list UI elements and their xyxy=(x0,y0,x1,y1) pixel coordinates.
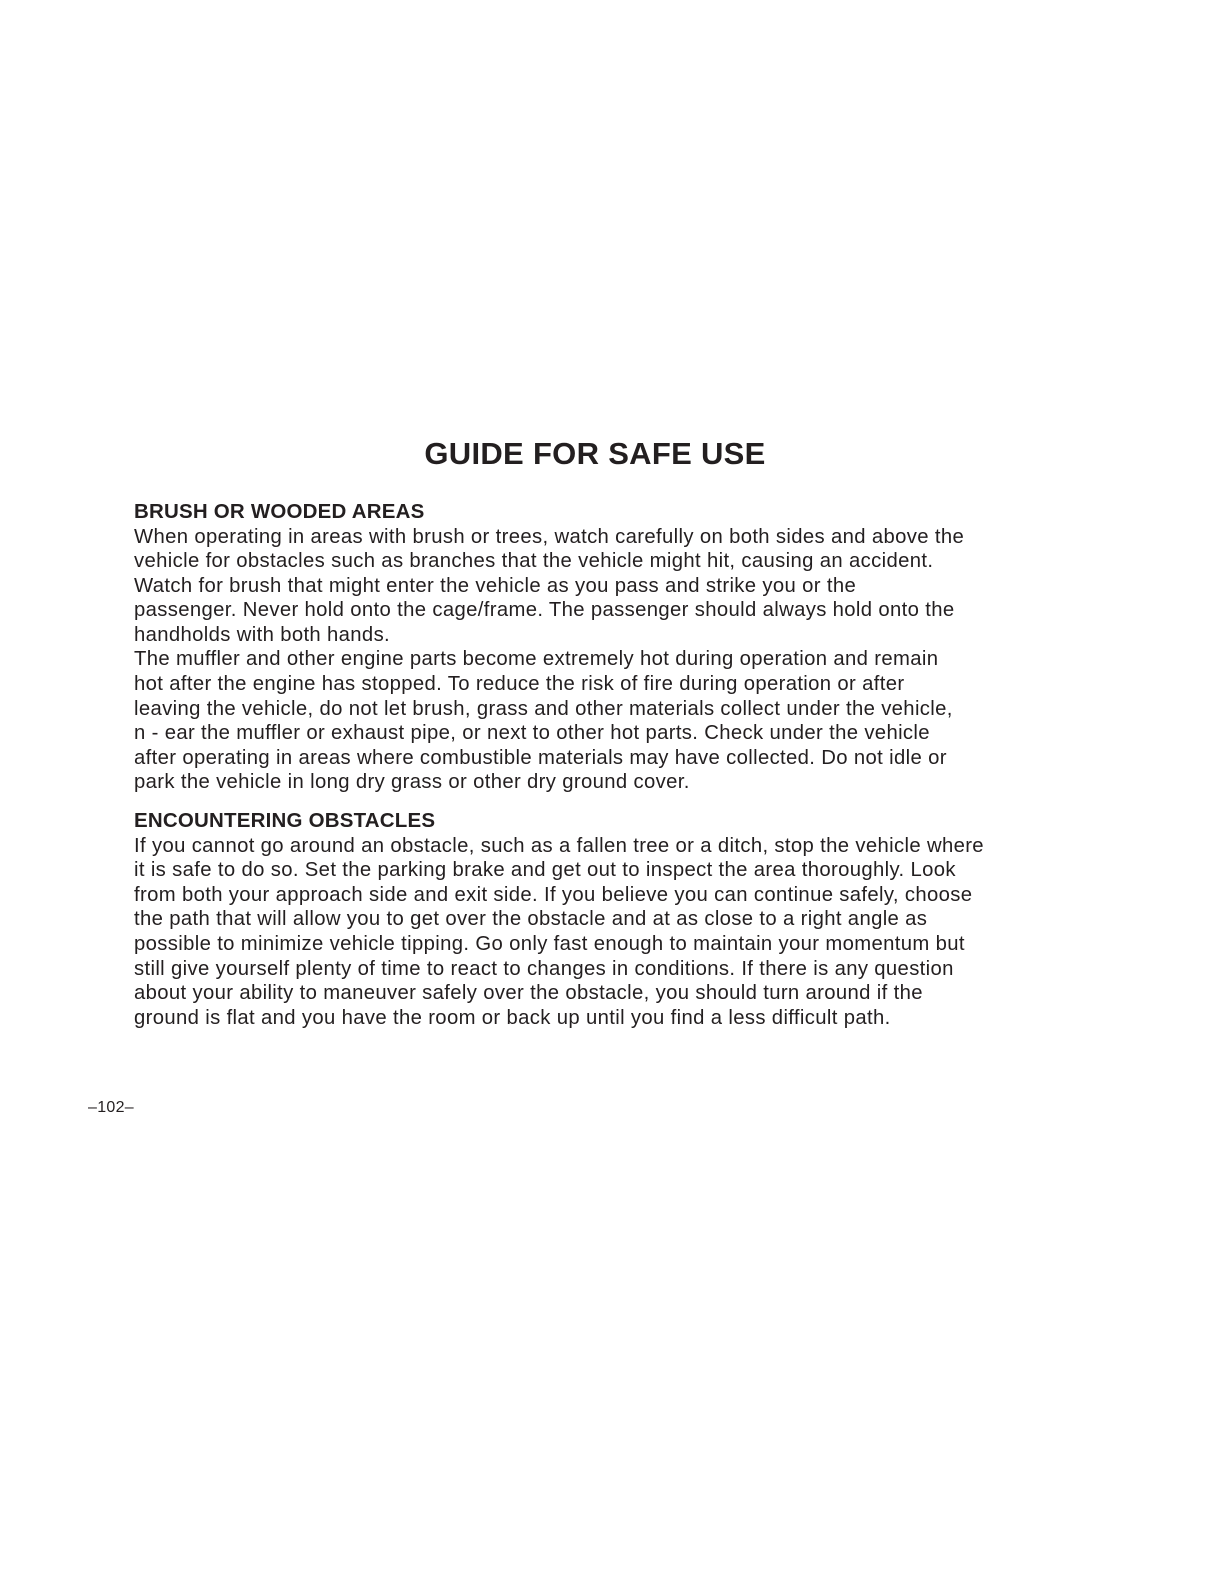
text-line: hot after the engine has stopped. To reduce the risk of fire during operation or after xyxy=(134,673,905,696)
text-line: it is safe to do so. Set the parking brake and get out to inspect the area thoroughly. Look xyxy=(134,859,956,882)
text-line: from both your approach side and exit side. If you believe you can continue safely, choose xyxy=(134,883,973,906)
text-line: The muffler and other engine parts become extremely hot during operation and remain xyxy=(134,648,939,671)
text-line: still give yourself plenty of time to react to changes in conditions. If there is any question xyxy=(134,957,954,980)
text-line: park the vehicle in long dry grass or other dry ground cover. xyxy=(134,771,690,794)
page-title: GUIDE FOR SAFE USE xyxy=(424,436,766,471)
text-line: Watch for brush that might enter the vehicle as you pass and strike you or the xyxy=(134,574,857,597)
section-heading: ENCOUNTERING OBSTACLES xyxy=(134,809,436,833)
paragraph xyxy=(134,647,1084,795)
page-content xyxy=(134,500,1084,1030)
text-line: If you cannot go around an obstacle, such as a fallen tree or a ditch, stop the vehicle where xyxy=(134,834,984,857)
section-heading: BRUSH OR WOODED AREAS xyxy=(134,500,425,523)
text-line: possible to minimize vehicle tipping. Go only fast enough to maintain your momentum but xyxy=(134,932,965,955)
text-line: the path that will allow you to get over the obstacle and at as close to a right angle as xyxy=(134,908,928,931)
text-line: n - ear the muffler or exhaust pipe, or next to other hot parts. Check under the vehicle xyxy=(134,722,930,745)
section-encountering-obstacles xyxy=(134,809,1084,1030)
paragraph xyxy=(134,834,1084,1031)
text-line: passenger. Never hold onto the cage/frame. The passenger should always hold onto the xyxy=(134,599,955,622)
section-brush-wooded-areas xyxy=(134,500,1084,795)
text-line: handholds with both hands. xyxy=(134,623,391,646)
text-line: about your ability to maneuver safely over the obstacle, you should turn around if the xyxy=(134,982,923,1005)
text-line: leaving the vehicle, do not let brush, grass and other materials collect under the vehicle, xyxy=(134,697,953,720)
text-line: vehicle for obstacles such as branches that the vehicle might hit, causing an accident. xyxy=(134,550,934,573)
text-line: ground is flat and you have the room or back up until you find a less difficult path. xyxy=(134,1006,891,1029)
text-line: When operating in areas with brush or trees, watch carefully on both sides and above the xyxy=(134,525,965,548)
page-number: –102– xyxy=(88,1099,134,1116)
text-line: after operating in areas where combustible materials may have collected. Do not idle or xyxy=(134,746,947,769)
paragraph xyxy=(134,525,1084,648)
